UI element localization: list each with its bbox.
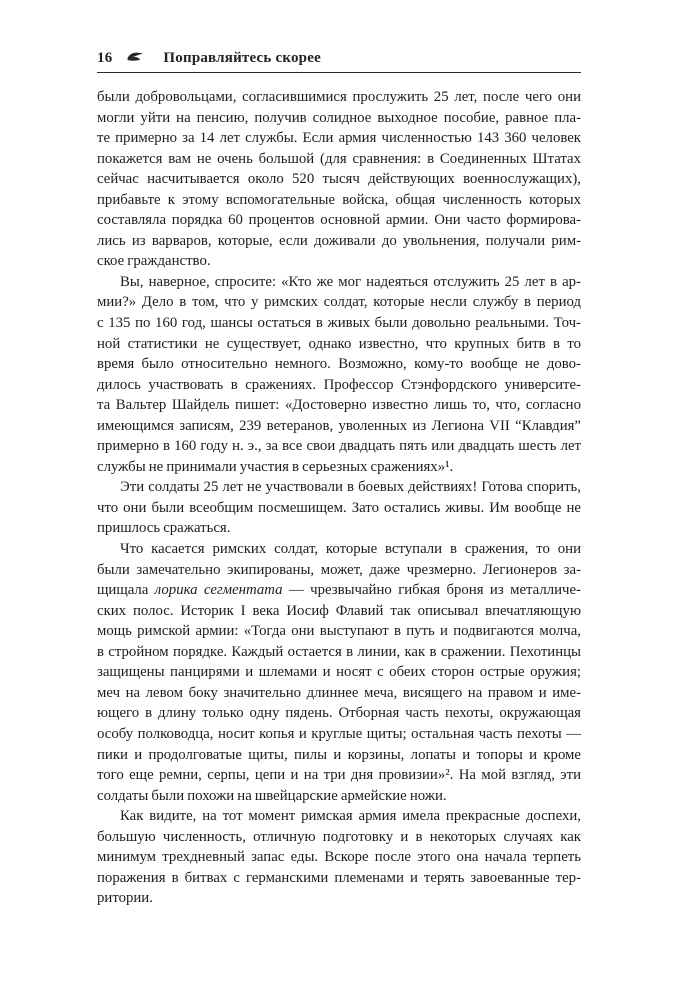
text-line: ной статистики не существует, однако известно, что крупных битв в то [97, 335, 581, 352]
text-line: составляла порядка 60 процентов основной армии. Они часто формирова- [97, 212, 581, 229]
text-line: того еще ремни, серпы, цепи и на три дня провизии»². На мой взгляд, эти [97, 767, 581, 784]
text-line: большую численность, отличную подготовку и в некоторых случаях как [97, 828, 581, 845]
text-line: покажется вам не очень большой (для сравнения: в Соединенных Штатах [97, 150, 581, 167]
text-line: пришлось сражаться. [97, 520, 231, 537]
text-line: могли уйти на пенсию, получив солидное выходное пособие, равное пла- [97, 109, 581, 126]
text-line: мии?» Дело в том, что у римских солдат, которые несли службу в период [97, 294, 581, 311]
text-line: Вы, наверное, спросите: «Кто же мог надеяться отслужить 25 лет в ар- [120, 273, 581, 290]
page-number: 16 [97, 50, 113, 66]
text-line: дилось участвовать в сражениях. Профессор Стэнфордского университе- [97, 376, 581, 393]
text-line: что они были всеобщим посмешищем. Зато остались живы. Им вообще не [97, 499, 581, 516]
text-line: Что касается римских солдат, которые вступали в сражения, то они [120, 541, 581, 558]
text-line: службы не принимали участия в серьезных сражениях»¹. [97, 458, 454, 475]
text-line: время было относительно немного. Возможно, кому-то вообще не дово- [97, 356, 581, 373]
text-line: были добровольцами, согласившимися прослужить 25 лет, после чего они [97, 89, 581, 105]
text-line: минимум трехдневный запас еды. Вскоре после этого она начала терпеть [97, 849, 581, 866]
text-line: Как видите, на тот момент римская армия имела прекрасные доспехи, [120, 808, 581, 825]
fleuron-icon [126, 51, 143, 63]
header-title: Поправляйтесь скорее [163, 50, 321, 66]
header-rule [97, 72, 581, 73]
text-line: в стройном порядке. Каждый остается в линии, как в сражении. Пехотинцы [97, 643, 581, 660]
text-line: особу полководца, носит копья и круглые щиты; остальная часть пехоты — [97, 725, 581, 742]
text-line: солдаты были похожи на швейцарские армейские ножи. [97, 787, 447, 804]
text-line: защищены панцирями и шлемами и носят с обеих сторон острые оружия; [97, 664, 581, 681]
text-line: лись из варваров, которые, если доживали до увольнения, получали рим- [97, 232, 581, 249]
text-line: ских полос. Историк I века Иосиф Флавий так описывал впечатляющую [97, 602, 581, 619]
text-line: имеющимся записям, 239 ветеранов, уволенных из Легиона VII “Клавдия” [97, 417, 581, 434]
text-line: та Вальтер Шайдель пишет: «Достоверно известно лишь то, что, согласно [97, 397, 581, 414]
text-line: ющего в длину только одну пядень. Отборная часть пехоты, окружающая [97, 705, 581, 722]
text-line: сейчас насчитывается около 520 тысяч действующих военнослужащих), [97, 171, 581, 188]
italic-term: лорика сегментата [154, 582, 283, 599]
text-line: пики и продолговатые щиты, пилы и корзины, лопаты и топоры и кроме [97, 746, 581, 763]
text-line: были замечательно экипированы, может, даже чрезмерно. Легионеров за- [97, 561, 581, 578]
text-line: Эти солдаты 25 лет не участвовали в боевых действиях! Готова спорить, [120, 479, 581, 496]
page-header [97, 50, 581, 67]
page-text [97, 87, 581, 909]
text-line: прибавьте к этому вспомогательные войска, общая численность которых [97, 191, 581, 208]
text-line: щищала лорика сегментата — чрезвычайно гибкая броня из металличе- [97, 582, 581, 599]
text-line: меч на левом боку значительно длиннее меча, висящего на правом и име- [97, 684, 581, 701]
text-line: мощь римской армии: «Тогда они выступают в путь и подвигаются молча, [97, 623, 581, 640]
text-line: ритории. [97, 890, 153, 907]
text-line: поражения в битвах с германскими племенами и терять завоеванные тер- [97, 869, 581, 886]
text-line: примерно в 160 году н. э., за все свои двадцать пять или двадцать шесть лет [97, 438, 581, 455]
text-line: ское гражданство. [97, 253, 211, 270]
text-line: с 135 по 160 год, шансы остаться в живых были довольно реальными. Точ- [97, 315, 581, 332]
text-line: те примерно за 14 лет службы. Если армия численностью 143 360 человек [97, 130, 581, 147]
